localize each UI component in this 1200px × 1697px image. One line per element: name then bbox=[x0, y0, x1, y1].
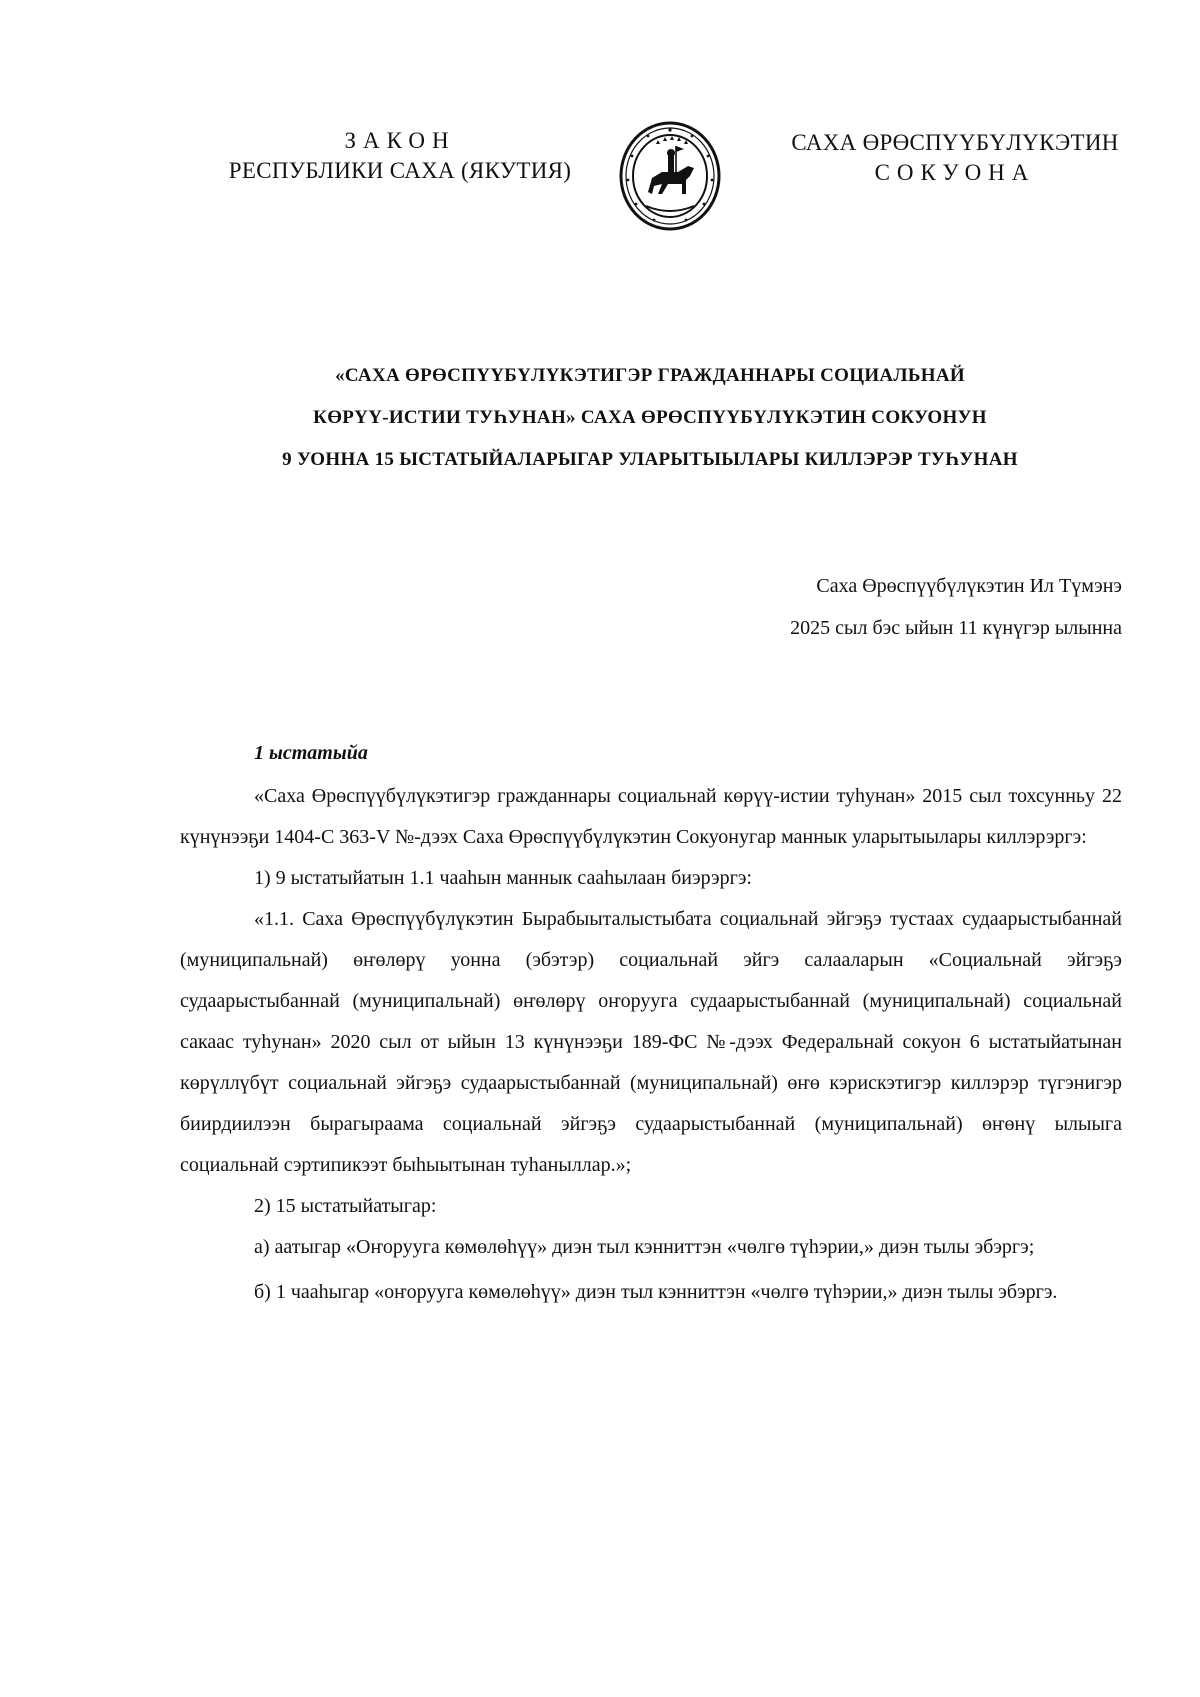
article-heading: 1 ыстатыйа bbox=[254, 742, 368, 764]
article-item-1: 1) 9 ыстатыйатын 1.1 чааһын маннык сааһылаан биэрэргэ: bbox=[254, 867, 752, 889]
article-item-2a: а) аатыгар «Оҥорууга көмөлөһүү» диэн тыл кэнниттэн «чөлгө түһэрии,» диэн тылы эбэргэ; bbox=[254, 1236, 1035, 1258]
article-quote-1-1: «1.1. Саха Өрөспүүбүлүкэтин Бырабыыталыстыбата социальнай эйгэҕэ тустаах судаарыстыбаннай (муниципальнай) өҥөлөрү уонна (эбэтэр) социальнай эйгэ салааларын «Социальнай эйгэҕэ судаарыстыбаннай (муниципальнай) өҥөлөрү оҥорууга судаарыстыбаннай (муниципальнай) социальнай сакаас туһунан» 2020 сыл от ыйын 13 күнүнээҕи 189-ФС №-дээх Федеральнай сокуон 6 ыстатыйатынан көрүллүбүт социальнай эйгэҕэ судаарыстыбаннай (муниципальнай) өҥө кэрискэтигэр киллэрэр түгэнигэр биирдиилээн бырагыраама социальнай эйгэҕэ судаарыстыбаннай (муниципальнай) өҥөнү ылыыга социальнай сэртипикээт быһыытынан туһаныллар.»; bbox=[180, 908, 1122, 1176]
republic-name-ru: РЕСПУБЛИКИ САХА (ЯКУТИЯ) bbox=[228, 158, 572, 183]
adoption-date: 2025 сыл бэс ыйын 11 күнүгэр ылынна bbox=[790, 617, 1122, 639]
title-line-1: «САХА ӨРӨСПҮҮБҮЛҮКЭТИГЭР ГРАЖДАННАРЫ СОЦИАЛЬНАЙ bbox=[335, 365, 965, 386]
title-line-2: КӨРҮҮ-ИСТИИ ТУҺУНАН» САХА ӨРӨСПҮҮБҮЛҮКЭТИН СОКУОНУН bbox=[313, 407, 987, 428]
title-line-3: 9 УОННА 15 ЫСТАТЫЙАЛАРЫГАР УЛАРЫТЫЫЛАРЫ КИЛЛЭРЭР ТУҺУНАН bbox=[282, 449, 1018, 470]
adoption-block bbox=[790, 565, 1122, 649]
coat-of-arms-emblem-icon bbox=[618, 120, 722, 232]
article-paragraph-intro: «Саха Өрөспүүбүлүкэтигэр гражданнары социальнай көрүү-истии туһунан» 2015 сыл тохсунньу 22 күнүнээҕи 1404-С 363-V №-дээх Саха Өрөспүүбүлүкэтин Сокуонугар маннык уларытыылары киллэрэргэ: bbox=[180, 785, 1122, 848]
article-item-2b: б) 1 чааһыгар «оҥорууга көмөлөһүү» диэн тыл кэнниттэн «чөлгө түһэрии,» диэн тылы эбэргэ. bbox=[254, 1281, 1058, 1303]
republic-name-sakha: САХА ӨРӨСПҮҮБҮЛҮКЭТИН bbox=[791, 130, 1119, 155]
law-label: ЗАКОН bbox=[344, 128, 456, 153]
header-right bbox=[755, 128, 1155, 188]
header-left bbox=[210, 126, 590, 186]
article-body bbox=[180, 733, 1122, 1313]
adopting-body: Саха Өрөспүүбүлүкэтин Ил Түмэнэ bbox=[816, 575, 1122, 597]
document-title bbox=[180, 355, 1120, 481]
article-item-2: 2) 15 ыстатыйатыгар: bbox=[254, 1195, 437, 1217]
law-label-sakha: СОКУОНА bbox=[874, 160, 1036, 185]
